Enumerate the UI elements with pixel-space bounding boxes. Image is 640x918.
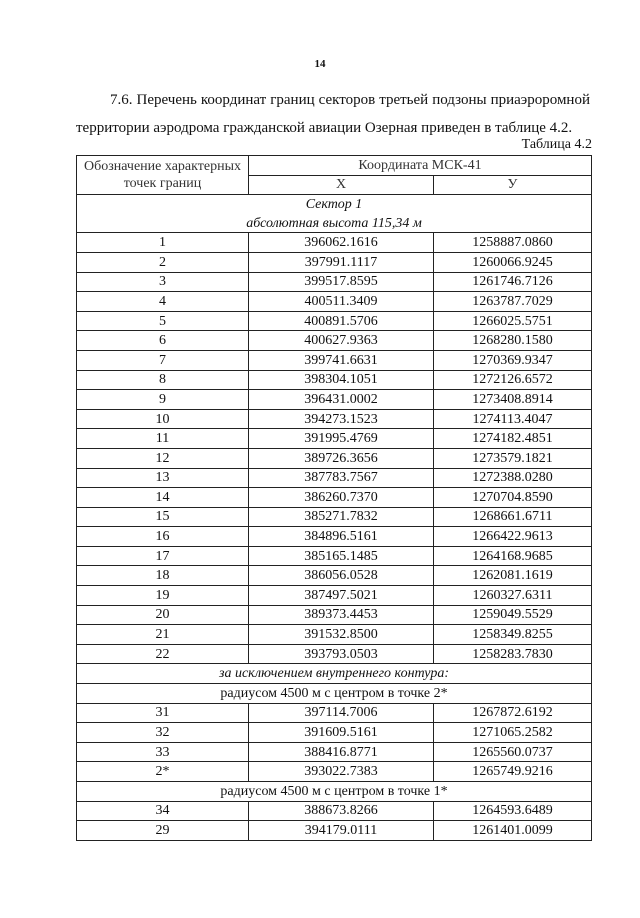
intro-text: 7.6. Перечень координат границ секторов третьей подзоны приаэроромной территории аэродрома гражданской авиации Озерная приведен в таблице 4.2. xyxy=(76,92,590,136)
table-row xyxy=(77,821,592,841)
point-id-cell: 2 xyxy=(77,252,249,272)
table-row xyxy=(77,546,592,566)
point-id-cell: 14 xyxy=(77,488,249,508)
y-coordinate-cell: 1273408.8914 xyxy=(434,390,592,410)
y-coordinate-cell: 1266025.5751 xyxy=(434,311,592,331)
y-coordinate-cell: 1272126.6572 xyxy=(434,370,592,390)
x-coordinate-cell: 399741.6631 xyxy=(249,350,434,370)
coordinates-table xyxy=(76,155,592,841)
x-coordinate-cell: 388416.8771 xyxy=(249,742,434,762)
x-coordinate-cell: 400511.3409 xyxy=(249,292,434,312)
y-coordinate-cell: 1261746.7126 xyxy=(434,272,592,292)
sector-height: абсолютная высота 115,34 м xyxy=(246,215,422,231)
table-caption: Таблица 4.2 xyxy=(521,137,592,152)
y-coordinate-cell: 1261401.0099 xyxy=(434,821,592,841)
table-row xyxy=(77,311,592,331)
y-coordinate-cell: 1264593.6489 xyxy=(434,801,592,821)
y-coordinate-cell: 1260327.6311 xyxy=(434,586,592,606)
table-row xyxy=(77,488,592,508)
x-coordinate-cell: 399517.8595 xyxy=(249,272,434,292)
table-row xyxy=(77,644,592,664)
x-coordinate-cell: 400891.5706 xyxy=(249,311,434,331)
x-coordinate-cell: 387783.7567 xyxy=(249,468,434,488)
sector-title-row xyxy=(77,195,592,214)
y-coordinate-cell: 1268280.1580 xyxy=(434,331,592,351)
radius-note-row-text: радиусом 4500 м с центром в точке 2* xyxy=(77,684,592,704)
table-row xyxy=(77,272,592,292)
x-coordinate-cell: 386260.7370 xyxy=(249,488,434,508)
radius-note-row xyxy=(77,684,592,704)
x-coordinate-cell: 394179.0111 xyxy=(249,821,434,841)
point-id-cell: 31 xyxy=(77,703,249,723)
y-coordinate-cell: 1262081.1619 xyxy=(434,566,592,586)
x-coordinate-cell: 397114.7006 xyxy=(249,703,434,723)
point-id-cell: 12 xyxy=(77,448,249,468)
header-points: Обозначение характерных точек границ xyxy=(77,156,249,195)
table-row xyxy=(77,233,592,253)
x-coordinate-cell: 389726.3656 xyxy=(249,448,434,468)
x-coordinate-cell: 393793.0503 xyxy=(249,644,434,664)
y-coordinate-cell: 1266422.9613 xyxy=(434,527,592,547)
point-id-cell: 29 xyxy=(77,821,249,841)
x-coordinate-cell: 389373.4453 xyxy=(249,605,434,625)
x-coordinate-cell: 391532.8500 xyxy=(249,625,434,645)
table-row xyxy=(77,331,592,351)
table-row xyxy=(77,605,592,625)
x-coordinate-cell: 384896.5161 xyxy=(249,527,434,547)
point-id-cell: 8 xyxy=(77,370,249,390)
sector-title: Сектор 1 xyxy=(305,196,363,212)
y-coordinate-cell: 1273579.1821 xyxy=(434,448,592,468)
y-coordinate-cell: 1258887.0860 xyxy=(434,233,592,253)
point-id-cell: 1 xyxy=(77,233,249,253)
y-coordinate-cell: 1268661.6711 xyxy=(434,507,592,527)
table-row xyxy=(77,448,592,468)
x-coordinate-cell: 396431.0002 xyxy=(249,390,434,410)
exclusion-note-row-text: за исключением внутреннего контура: xyxy=(77,664,592,684)
point-id-cell: 22 xyxy=(77,644,249,664)
x-coordinate-cell: 391609.5161 xyxy=(249,723,434,743)
x-coordinate-cell: 387497.5021 xyxy=(249,586,434,606)
y-coordinate-cell: 1258349.8255 xyxy=(434,625,592,645)
y-coordinate-cell: 1264168.9685 xyxy=(434,546,592,566)
point-id-cell: 20 xyxy=(77,605,249,625)
exclusion-note-row xyxy=(77,664,592,684)
point-id-cell: 32 xyxy=(77,723,249,743)
point-id-cell: 13 xyxy=(77,468,249,488)
table-row xyxy=(77,527,592,547)
point-id-cell: 5 xyxy=(77,311,249,331)
table-row xyxy=(77,409,592,429)
table-row xyxy=(77,468,592,488)
point-id-cell: 4 xyxy=(77,292,249,312)
y-coordinate-cell: 1267872.6192 xyxy=(434,703,592,723)
y-coordinate-cell: 1259049.5529 xyxy=(434,605,592,625)
radius-note-row-text: радиусом 4500 м с центром в точке 1* xyxy=(77,782,592,802)
x-coordinate-cell: 385271.7832 xyxy=(249,507,434,527)
x-coordinate-cell: 398304.1051 xyxy=(249,370,434,390)
x-coordinate-cell: 391995.4769 xyxy=(249,429,434,449)
point-id-cell: 34 xyxy=(77,801,249,821)
x-coordinate-cell: 396062.1616 xyxy=(249,233,434,253)
table-row xyxy=(77,507,592,527)
x-coordinate-cell: 394273.1523 xyxy=(249,409,434,429)
intro-paragraph xyxy=(76,86,590,142)
point-id-cell: 11 xyxy=(77,429,249,449)
point-id-cell: 6 xyxy=(77,331,249,351)
y-coordinate-cell: 1271065.2582 xyxy=(434,723,592,743)
page-number: 14 xyxy=(314,58,326,70)
table-row xyxy=(77,350,592,370)
y-coordinate-cell: 1274113.4047 xyxy=(434,409,592,429)
y-coordinate-cell: 1270369.9347 xyxy=(434,350,592,370)
table-row xyxy=(77,566,592,586)
table-row xyxy=(77,801,592,821)
point-id-cell: 15 xyxy=(77,507,249,527)
header-coordinate-system: Координата МСК-41 xyxy=(249,156,592,176)
x-coordinate-cell: 388673.8266 xyxy=(249,801,434,821)
point-id-cell: 18 xyxy=(77,566,249,586)
point-id-cell: 9 xyxy=(77,390,249,410)
y-coordinate-cell: 1265749.9216 xyxy=(434,762,592,782)
x-coordinate-cell: 393022.7383 xyxy=(249,762,434,782)
y-coordinate-cell: 1260066.9245 xyxy=(434,252,592,272)
y-coordinate-cell: 1263787.7029 xyxy=(434,292,592,312)
y-coordinate-cell: 1270704.8590 xyxy=(434,488,592,508)
y-coordinate-cell: 1272388.0280 xyxy=(434,468,592,488)
point-id-cell: 19 xyxy=(77,586,249,606)
table-row xyxy=(77,762,592,782)
header-y: У xyxy=(434,175,592,195)
table-row xyxy=(77,429,592,449)
point-id-cell: 33 xyxy=(77,742,249,762)
y-coordinate-cell: 1265560.0737 xyxy=(434,742,592,762)
x-coordinate-cell: 385165.1485 xyxy=(249,546,434,566)
x-coordinate-cell: 400627.9363 xyxy=(249,331,434,351)
x-coordinate-cell: 386056.0528 xyxy=(249,566,434,586)
x-coordinate-cell: 397991.1117 xyxy=(249,252,434,272)
sector-height-row xyxy=(77,214,592,233)
table-row xyxy=(77,723,592,743)
table-row xyxy=(77,625,592,645)
y-coordinate-cell: 1258283.7830 xyxy=(434,644,592,664)
point-id-cell: 17 xyxy=(77,546,249,566)
point-id-cell: 10 xyxy=(77,409,249,429)
point-id-cell: 2* xyxy=(77,762,249,782)
table-row xyxy=(77,703,592,723)
table-row xyxy=(77,586,592,606)
point-id-cell: 16 xyxy=(77,527,249,547)
point-id-cell: 21 xyxy=(77,625,249,645)
header-x: X xyxy=(249,175,434,195)
table-row xyxy=(77,390,592,410)
y-coordinate-cell: 1274182.4851 xyxy=(434,429,592,449)
table-row xyxy=(77,292,592,312)
table-row xyxy=(77,370,592,390)
point-id-cell: 7 xyxy=(77,350,249,370)
table-row xyxy=(77,252,592,272)
point-id-cell: 3 xyxy=(77,272,249,292)
table-row xyxy=(77,742,592,762)
radius-note-row xyxy=(77,782,592,802)
